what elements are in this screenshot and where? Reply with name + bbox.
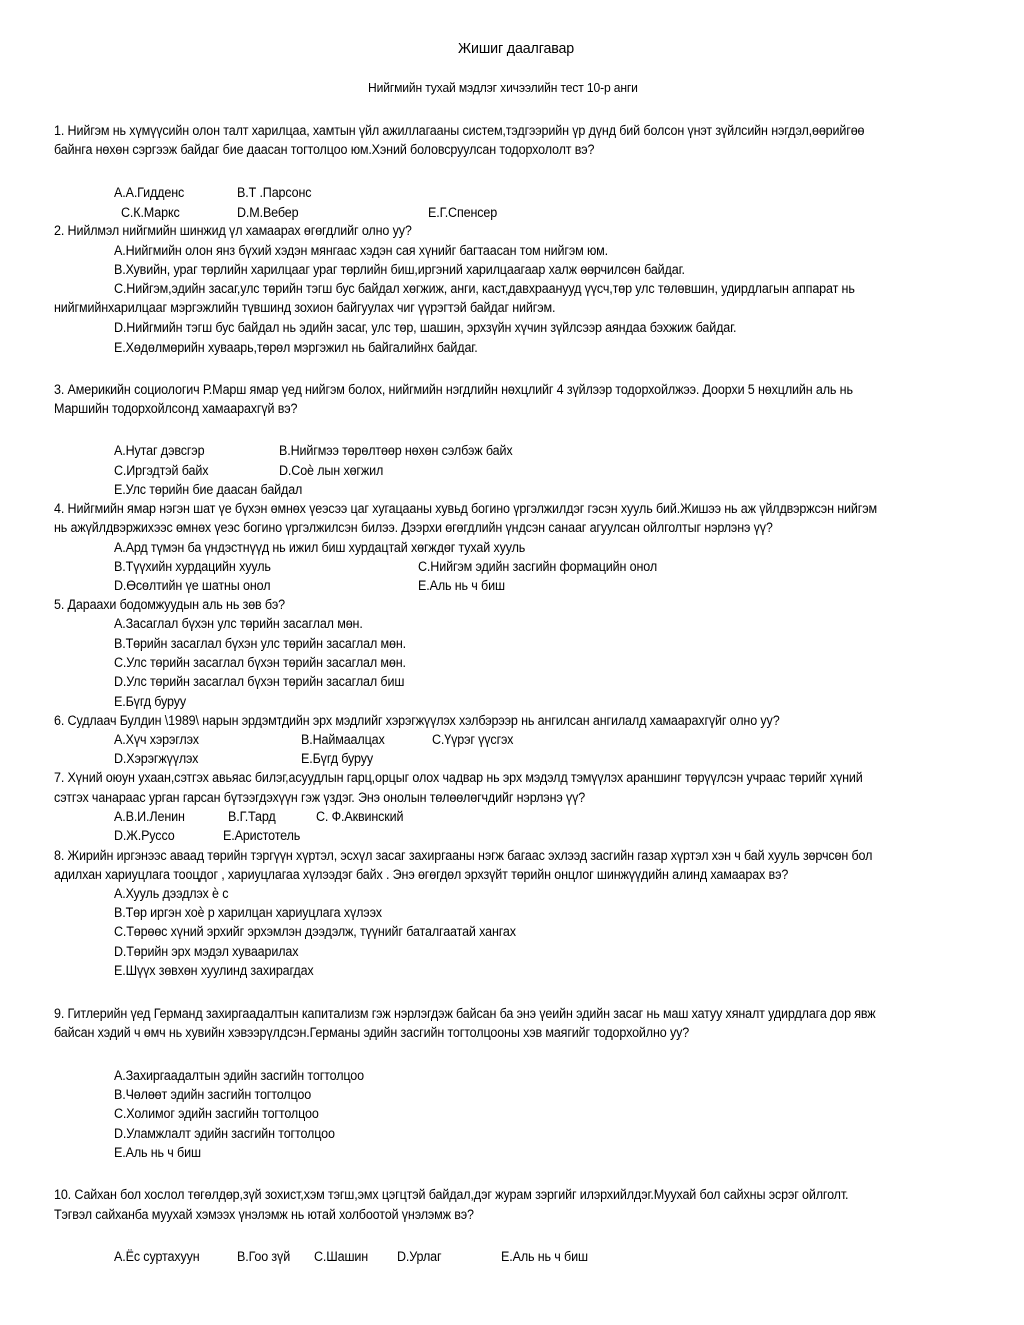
answer-option: В.Гоо зүй	[237, 1249, 291, 1264]
question-text: 4. Нийгмийн ямар нэгэн шат үе бүхэн өмнөх үеэсээ цаг хугацааны хувьд богино үргэлжилдэг гэсэн хууль бий.Жишээ нь аж үйлдвэржсэн нийгэм	[54, 501, 877, 516]
answer-option: Е.Бүгд буруу	[114, 694, 186, 709]
answer-option: D.Соѐ лын хөгжил	[279, 463, 384, 478]
answer-option: С.Нийгэм эдийн засгийн формацийн онол	[418, 559, 658, 574]
answer-option: А.Ард түмэн ба үндэстнүүд нь ижил биш хурдацтай хөгждөг тухай хууль	[114, 540, 526, 555]
answer-option: D.М.Вебер	[237, 205, 299, 220]
question-text: 10. Сайхан бол хослол төгөлдөр,зүй зохист,хэм тэгш,эмх цэгцтэй байдал,дэг журам зэргийг илэрхийлдэг.Муухай бол сайхны эсрэг ойлголт.	[54, 1187, 849, 1202]
answer-option: А.Хууль дээдлэх ѐ с	[114, 886, 229, 901]
answer-option: Е.Хөдөлмөрийн хуваарь,төрөл мэргэжил нь байгалийнх байдаг.	[114, 340, 478, 355]
answer-option: В.Хувийн, ураг төрлийн харилцааг ураг төрлийн биш,иргэний харилцаагаар халж өөрчилсөн байдаг.	[114, 262, 685, 277]
answer-option: нийгмийнхарилцааг мэргэжлийн түвшинд зохион байгуулах чиг үүрэгтэй байдаг нийгэм.	[54, 300, 556, 315]
page-subtitle: Нийгмийн тухай мэдлэг хичээлийн тест 10-р анги	[368, 80, 638, 95]
answer-option: А.Нутаг дэвсгэр	[114, 443, 205, 458]
question-text: 6. Судлаач Булдин \1989\ нарын эрдэмтдийн эрх мэдлийг хэрэгжүүлэх хэлбэрээр нь ангилсан ангилалд хамаарахгүйг олно уу?	[54, 713, 780, 728]
question-text: 5. Дараахи бодомжуудын аль нь зөв бэ?	[54, 597, 285, 612]
answer-option: D.Улс төрийн засаглал бүхэн төрийн засаглал биш	[114, 674, 405, 689]
answer-option: Е.Аль нь ч биш	[501, 1249, 588, 1264]
answer-option: Е.Шүүх зөвхөн хуулинд захирагдах	[114, 963, 314, 978]
answer-option: А.Захиргаадалтын эдийн засгийн тогтолцоо	[114, 1068, 364, 1083]
answer-option: Е.Улс төрийн бие даасан байдал	[114, 482, 303, 497]
question-text: 1. Нийгэм нь хүмүүсийн олон талт харилцаа, хамтын үйл ажиллагааны систем,тэдгээрийн үр дүнд бий болсон үнэт зүйлсийн нэгдэл,өөрийгөө	[54, 123, 865, 138]
answer-option: D.Төрийн эрх мэдэл хуваарилах	[114, 944, 299, 959]
question-text: 2. Нийлмэл нийгмийн шинжид үл хамаарах өгөгдлийг олно уу?	[54, 223, 412, 238]
question-text: 3. Америкийн социологич Р.Марш ямар үед нийгэм болох, нийгмийн нэгдлийн нөхцлийг 4 зүйлээр тодорхойлжээ. Доорхи 5 нөхцлийн аль нь	[54, 382, 853, 397]
answer-option: А.В.И.Ленин	[114, 809, 185, 824]
question-text: байнга нөхөн сэргээж байдаг бие даасан тогтолцоо юм.Хэний боловсруулсан тодорхололт вэ?	[54, 142, 595, 157]
answer-option: А.Ёс суртахуун	[114, 1249, 200, 1264]
answer-option: D.Өсөлтийн үе шатны онол	[114, 578, 271, 593]
answer-option: В.Төрийн засаглал бүхэн улс төрийн засаглал мөн.	[114, 636, 406, 651]
answer-option: В.Түүхийн хурдацийн хууль	[114, 559, 271, 574]
question-text: 8. Жирийн иргэнээс аваад төрийн тэргүүн хүртэл, эсхүл засаг захиргааны нэгж багаас эхлээд засгийн газар хүртэл хэн ч бай хууль зөрчсөн бол	[54, 848, 873, 863]
answer-option: Е.Аристотель	[223, 828, 301, 843]
answer-option: В.Төр иргэн хоѐ р харилцан хариуцлага хүлээх	[114, 905, 382, 920]
answer-option: А.А.Гидденс	[114, 185, 185, 200]
answer-option: С.Улс төрийн засаглал бүхэн төрийн засаглал мөн.	[114, 655, 406, 670]
answer-option: В.Наймаалцах	[301, 732, 385, 747]
answer-option: Е.Бүгд буруу	[301, 751, 373, 766]
question-text: 7. Хүний оюун ухаан,сэтгэх авьяас билэг,асуудлын гарц,орцыг олох чадвар нь эрх мэдэлд тэмүүлэх араншинг төрүүлсэн учраас төрийг хүний	[54, 770, 863, 785]
answer-option: В.Чөлөөт эдийн засгийн тогтолцоо	[114, 1087, 312, 1102]
answer-option: Е.Аль нь ч биш	[114, 1145, 201, 1160]
answer-option: D.Уламжлалт эдийн засгийн тогтолцоо	[114, 1126, 335, 1141]
answer-option: С.Иргэдтэй байх	[114, 463, 209, 478]
answer-option: С.К.Маркс	[121, 205, 180, 220]
answer-option: Е.Г.Спенсер	[428, 205, 498, 220]
question-text: Маршийн тодорхойлсонд хамаарахгүй вэ?	[54, 401, 298, 416]
question-text: нь ажүйлдвэржихээс өмнөх үеэс богино үргэлжилсэн билээ. Дээрхи өгөгдлийн үндсэн санааг агуулсан ойлголтыг нэрлэнэ үү?	[54, 520, 773, 535]
answer-option: В.Т .Парсонс	[237, 185, 312, 200]
answer-option: В.Г.Тард	[228, 809, 276, 824]
answer-option: С.Шашин	[314, 1249, 369, 1264]
page-title: Жишиг даалгавар	[458, 40, 575, 57]
answer-option: А.Нийгмийн олон янз бүхий хэдэн мянгаас хэдэн сая хүнийг багтаасан том нийгэм юм.	[114, 243, 608, 258]
question-text: 9. Гитлерийн үед Германд захиргаадалтын капитализм гэж нэрлэгдэж байсан ба энэ үеийн эдийн засаг нь маш хатуу хяналт удирдлага дор явж	[54, 1006, 876, 1021]
answer-option: А.Хүч хэрэглэх	[114, 732, 199, 747]
answer-option: D.Ж.Руссо	[114, 828, 175, 843]
answer-option: Е.Аль нь ч биш	[418, 578, 505, 593]
question-text: байсан хэдий ч өмч нь хувийн хэвээрүлдсэн.Германы эдийн засгийн тогтолцооны хэв маягийг тодорхойлно уу?	[54, 1025, 690, 1040]
answer-option: С.Холимог эдийн засгийн тогтолцоо	[114, 1106, 319, 1121]
answer-option: D.Хэрэгжүүлэх	[114, 751, 199, 766]
answer-option: С.Төрөөс хүний эрхийг эрхэмлэн дээдэлж, түүнийг баталгаатай хангах	[114, 924, 516, 939]
question-text: Тэгвэл сайханба муухай хэмээх үнэлэмж нь ютай холбоотой үнэлэмж вэ?	[54, 1207, 474, 1222]
answer-option: С.Нийгэм,эдийн засаг,улс төрийн тэгш бус байдал хөгжиж, анги, каст,давхраанууд үүсч,төр улс төлөвшин, удирдлагын аппарат нь	[114, 281, 855, 296]
answer-option: А.Засаглал бүхэн улс төрийн засаглал мөн.	[114, 616, 363, 631]
answer-option: С.Үүрэг үүсгэх	[432, 732, 514, 747]
answer-option: D.Урлаг	[397, 1249, 442, 1264]
question-text: сэтгэх чанараас урган гарсан бүтээгдэхүүн гэж үздэг. Энэ онолын төлөөлөгчдийг нэрлэнэ үү?	[54, 790, 586, 805]
question-text: адилхан хариуцлага тооцдог , хариуцлагаа хүлээдэг байх . Энэ өгөгдөл эрхзүйт төрийн онцлог шинжүүдийн алинд хамаарах вэ?	[54, 867, 789, 882]
answer-option: D.Нийгмийн тэгш бус байдал нь эдийн засаг, улс төр, шашин, эрхзүйн хүчин зүйлсээр аяндаа бэхжиж байдаг.	[114, 320, 737, 335]
answer-option: В.Нийгмээ төрөлтөөр нөхөн сэлбэж байх	[279, 443, 513, 458]
answer-option: С. Ф.Аквинский	[316, 809, 404, 824]
